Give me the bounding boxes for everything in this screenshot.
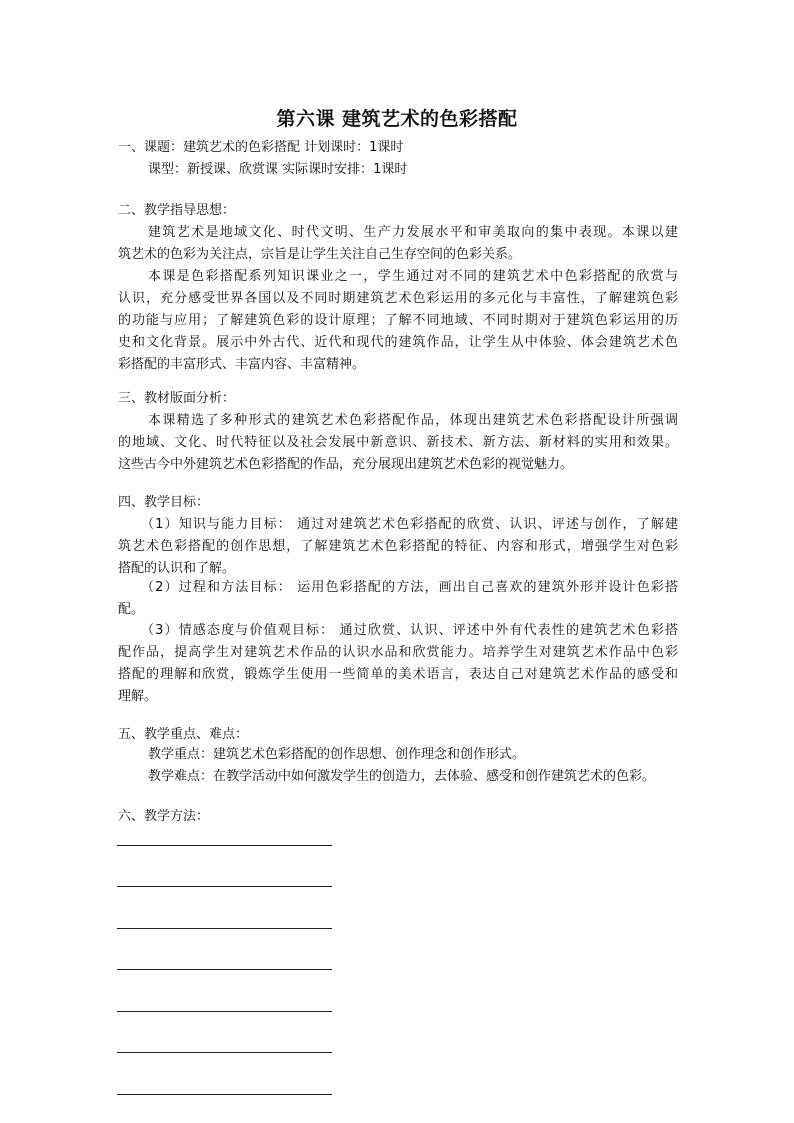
section-2-line: 建筑艺术是地域文化、时代文明、生产力发展水平和审美取向的集中表现。本课以建 xyxy=(148,225,678,240)
section-heading-5: 五、教学重点、难点： xyxy=(118,727,249,742)
section-5-line: 教学难点：在教学活动中如何激发学生的创造力，去体验、感受和创作建筑艺术的色彩。 xyxy=(148,769,656,784)
blank-answer-line xyxy=(117,886,332,887)
section-4-line: 筑艺术色彩搭配的创作思想，了解建筑艺术色彩搭配的特征、内容和形式，增强学生对色彩 xyxy=(118,539,678,554)
section-4-line: （1）知识与能力目标： 通过对建筑艺术色彩搭配的欣赏、认识、评述与创作，了解建 xyxy=(141,517,678,532)
page-title: 第六课 建筑艺术的色彩搭配 xyxy=(276,108,518,130)
blank-answer-line xyxy=(117,928,332,929)
section-4-line: 配作品，提高学生对建筑艺术作品的认识水品和欣赏能力。培养学生对建筑艺术作品中色彩 xyxy=(118,645,678,660)
blank-answer-line xyxy=(117,1011,332,1012)
blank-answer-line xyxy=(117,1052,332,1053)
section-2-line: 的功能与应用；了解建筑色彩的设计原理；了解不同地域、不同时期对于建筑色彩运用的历 xyxy=(118,313,678,328)
section-3-line: 本课精选了多种形式的建筑艺术色彩搭配作品，体现出建筑艺术色彩搭配设计所强调 xyxy=(148,413,678,428)
blank-answer-line xyxy=(117,1094,332,1095)
section-2-line: 史和文化背景。展示中外古代、近代和现代的建筑作品，让学生从中体验、体会建筑艺术色 xyxy=(118,335,678,350)
section-heading-4: 四、教学目标： xyxy=(118,495,210,510)
section-2-line: 本课是色彩搭配系列知识课业之一，学生通过对不同的建筑艺术中色彩搭配的欣赏与 xyxy=(148,269,678,284)
section-4-line: （2）过程和方法目标： 运用色彩搭配的方法，画出自己喜欢的建筑外形并设计色彩搭 xyxy=(141,580,678,595)
section-4-line: 搭配的理解和欣赏，锻炼学生使用一些简单的美术语言，表达自己对建筑艺术作品的感受和 xyxy=(118,667,678,682)
section-heading-1: 一、课题：建筑艺术的色彩搭配 计划课时：1课时 xyxy=(118,140,404,155)
section-heading-2: 二、教学指导思想： xyxy=(118,203,236,218)
section-4-line: （3）情感态度与价值观目标： 通过欣赏、认识、评述中外有代表性的建筑艺术色彩搭 xyxy=(141,623,678,638)
section-heading-3: 三、教材版面分析： xyxy=(118,391,236,406)
section-4-line: 搭配的认识和了解。 xyxy=(118,561,236,576)
blank-answer-line xyxy=(117,845,332,846)
section-3-line: 的地域、文化、时代特征以及社会发展中新意识、新技术、新方法、新材料的实用和效果。 xyxy=(118,435,678,450)
section-3-line: 这些古今中外建筑艺术色彩搭配的作品，充分展现出建筑艺术色彩的视觉魅力。 xyxy=(118,457,574,472)
section-heading-6: 六、教学方法： xyxy=(118,809,210,824)
section-5-line: 教学重点：建筑艺术色彩搭配的创作思想、创作理念和创作形式。 xyxy=(148,747,526,762)
section-2-line: 彩搭配的丰富形式、丰富内容、丰富精神。 xyxy=(118,357,366,372)
section-2-line: 认识，充分感受世界各国以及不同时期建筑艺术色彩运用的多元化与丰富性，了解建筑色彩 xyxy=(118,291,678,306)
section-2-line: 筑艺术的色彩为关注点，宗旨是让学生关注自己生存空间的色彩关系。 xyxy=(118,247,522,262)
section-4-line: 配。 xyxy=(118,602,145,617)
section-4-line: 理解。 xyxy=(118,689,158,704)
blank-answer-line xyxy=(117,969,332,970)
section-1-line: 课型：新授课、欣赏课 实际课时安排：1课时 xyxy=(148,162,408,177)
